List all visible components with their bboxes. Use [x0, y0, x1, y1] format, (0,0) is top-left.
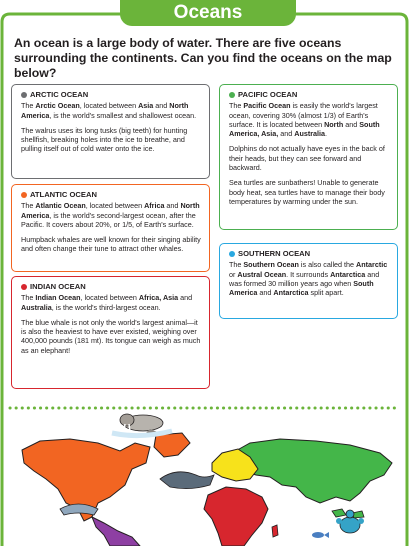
walrus-icon	[112, 414, 172, 436]
pacific-paragraph-1: The Pacific Ocean is easily the world's largest ocean, covering 30% (almost 1/3) of Earth's surface. It is located between North and South America, Asia, and Australia.	[229, 101, 380, 139]
atlantic-paragraph-1: The Atlantic Ocean, located between Africa and North America, is the world's second-largest ocean, after the Pacific. It covers about 20%, or 1/5, of Earth's surface.	[21, 201, 200, 229]
world-map	[0, 405, 409, 546]
bullet-icon	[21, 192, 27, 198]
fish-icon	[312, 532, 329, 538]
pacific-paragraph-2: Dolphins do not actually have eyes in the back of their heads, but they can see forward and backward.	[229, 144, 385, 173]
arctic-heading: ARCTIC OCEAN	[21, 90, 201, 99]
page-title: Oceans	[120, 0, 296, 26]
arctic-paragraph-2: The walrus uses its long tusks (big teeth) for hunting shellfish, breaking holes into the ice to breathe, and pulling itself out of cold water onto the ice.	[21, 125, 188, 154]
southern-ocean-box	[219, 243, 398, 319]
indian-heading: INDIAN OCEAN	[21, 282, 201, 291]
bullet-icon	[21, 92, 27, 98]
pacific-ocean-box	[219, 84, 398, 230]
atlantic-heading: ATLANTIC OCEAN	[21, 190, 201, 199]
arctic-paragraph-1: The Arctic Ocean, located between Asia and North America, is the world's smallest and shallowest ocean.	[21, 101, 197, 120]
whale-icon	[160, 472, 214, 489]
indian-paragraph-1: The Indian Ocean, located between Africa, Asia and Australia, is the world's third-largest ocean.	[21, 293, 193, 312]
bullet-icon	[21, 284, 27, 290]
pacific-heading: PACIFIC OCEAN	[229, 90, 389, 99]
indian-ocean-box	[11, 276, 210, 389]
intro-text: An ocean is a large body of water. There are five oceans surrounding the continents. Can you find the oceans on the map below?	[14, 36, 392, 80]
arctic-ocean-box	[11, 84, 210, 179]
indian-paragraph-2: The blue whale is not only the world's largest animal—it is also the heaviest to have ever existed, weighing over 400,000 pounds (181 mt). Its tongue can weigh as much as an elephant!	[21, 317, 201, 355]
atlantic-paragraph-2: Humpback whales are well known for their singing ability and often change their tune to attract other whales.	[21, 235, 201, 254]
pacific-paragraph-3: Sea turtles are sunbathers! Unable to generate body heat, sea turtles have to manage their body temperatures by warming under the sun.	[229, 178, 385, 206]
southern-paragraph-1: The Southern Ocean is also called the Antarctic or Austral Ocean. It surrounds Antarctica and was formed 30 million years ago when South America and Antarctica split apart.	[229, 260, 388, 298]
atlantic-ocean-box	[11, 184, 210, 272]
bullet-icon	[229, 251, 235, 257]
bullet-icon	[229, 92, 235, 98]
southern-heading: SOUTHERN OCEAN	[229, 249, 389, 258]
world-map-illustration	[0, 405, 409, 546]
